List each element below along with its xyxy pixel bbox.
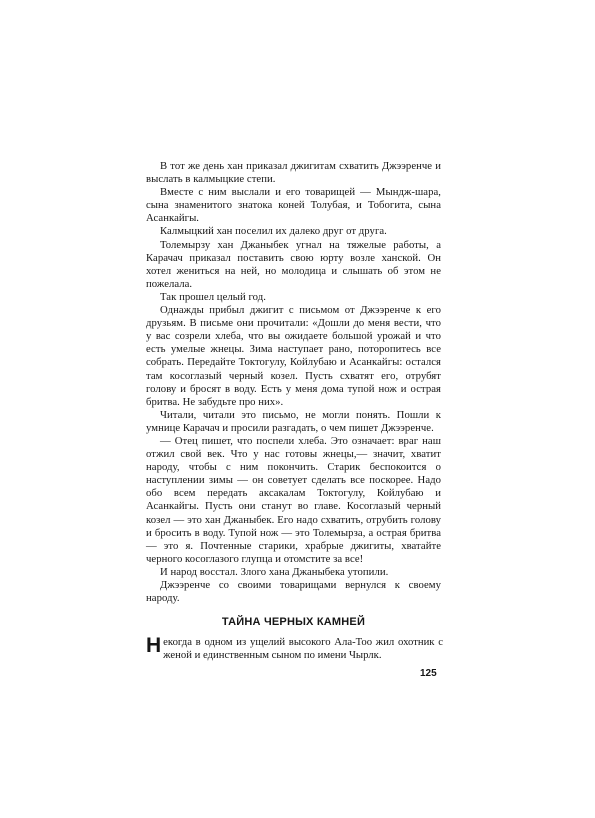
paragraph: Однажды прибыл джигит с письмом от Джээренче к его друзьям. В письме они прочитали: «Дошли до меня вести, что у вас созрели хлеба, что вы ожидаете большой урожай и что есть умелые жнецы. Зима наступает рано, поторопитесь все собрать. Передайте Токтогулу, Койлубаю и Асанкайгы: остался там косоглазый черный козел. Пусть схватят его, отрубят голову и бросят в воду. Есть у меня дома тупой нож и острая бритва. Не забудьте про них». [146, 304, 441, 408]
paragraph: Вместе с ним выслали и его товарищей — Мындж-шара, сына знаменитого знатока коней Толубая, и Тобогита, сына Асанкайгы. [146, 186, 441, 225]
paragraph: Толемырзу хан Джаныбек угнал на тяжелые работы, а Карачач приказал поставить свою юрту возле ханской. Он хотел жениться на ней, но молодица и слышать об этом не пожелала. [146, 238, 441, 290]
paragraph: Читали, читали это письмо, не могли понять. Пошли к умнице Карачач и просили разгадать, о чем пишет Джээренче. [146, 408, 441, 434]
opening-text: екогда в одном из ущелий высокого Ала-Тоо жил охотник с женой и единственным сыном по имени Чырлк. [163, 636, 443, 662]
chapter-heading: ТАЙНА ЧЕРНЫХ КАМНЕЙ [221, 616, 366, 628]
drop-cap: Н [146, 634, 162, 657]
paragraph: — Отец пишет, что поспели хлеба. Это означает: враг наш отжил свой век. Что у нас готовы жнецы,— значит, хватит народу, чтобы с ним покончить. Старик беспокоится о наступлении зимы — он советует сделать все поскорее. Надо обо всем передать аксакалам Токтогулу, Койлубаю и Асанкайгы. Пусть они станут во главе. Косоглазый черный козел — это хан Джаныбек. Его надо схватить, отрубить голову и бросить в воду. Тупой нож — это Толемырза, а острая бритва — это я. Почтенные старики, храбрые джигиты, хватайте черного косоглазого глупца и отомстите за все! [146, 434, 441, 565]
paragraph: В тот же день хан приказал джигитам схватить Джээренче и выслать в калмыцкие степи. [146, 160, 441, 186]
paragraph: Калмыцкий хан поселил их далеко друг от друга. [160, 225, 387, 238]
paragraph: Так прошел целый год. [160, 290, 266, 303]
paragraph: И народ восстал. Злого хана Джаныбека утопили. [160, 565, 389, 578]
body-text [146, 160, 441, 605]
chapter-opening-paragraph [146, 636, 443, 662]
page-number: 125 [420, 668, 437, 679]
paragraph: Джээренче со своими товарищами вернулся к своему народу. [146, 579, 441, 605]
